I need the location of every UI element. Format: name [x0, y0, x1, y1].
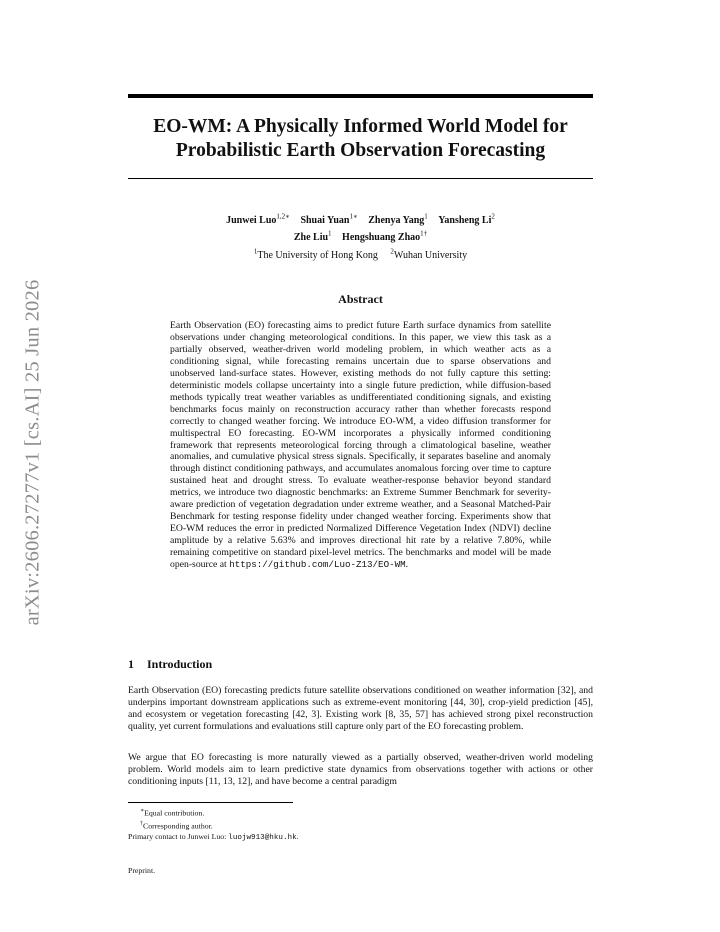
footnote-rule [128, 802, 293, 803]
title-line-2: Probabilistic Earth Observation Forecasting [175, 140, 546, 161]
affiliation: $^2$Wuhan University [390, 248, 468, 262]
author-list [128, 211, 593, 244]
footnote-equal-contribution: ∗Equal contribution. [140, 808, 205, 818]
abstract-heading: Abstract [338, 292, 383, 306]
preprint-label: Preprint. [128, 866, 156, 875]
intro-paragraph-2: We argue that EO forecasting is more naturally viewed as a partially observed, weather-driven world modeling problem. World models aim to learn predictive state dynamics from observations together with actions or other conditioning inputs [11, 13, 12], and have become a central paradigm [128, 752, 593, 787]
section-title: Introduction [147, 657, 213, 671]
section-number: 1 [128, 657, 134, 671]
abstract-body: Earth Observation (EO) forecasting aims to predict future Earth surface dynamics from satellite observations under changing meteorological conditions. In this paper, we view this task as a partially observed, weather-driven world modeling problem, in which weather acts as a conditioning signal, while forecasting remains uncertain due to sparse observations and unobserved land-surface states. However, existing methods do not fully capture this setting: deterministic models collapse uncertainty into a single future prediction, while diffusion-based methods typically treat weather variables as undifferentiated conditioning signals, and existing benchmarks focus mainly on reconstruction accuracy rather than whether forecasts respond correctly to changed weather forcing. We introduce EO-WM, a video diffusion transformer for multispectral EO forecasting. EO-WM incorporates a physically informed conditioning framework that represents meteorological forcing through a climatological baseline, weather anomalies, and cumulative physical stress signals. Specifically, it separates baseline and anomaly through distinct conditioning pathways, and accumulates anomalous forcing over time to capture sustained heat and drought stress. To evaluate weather-response behavior beyond standard metrics, we introduce two diagnostic benchmarks: an Extreme Summer Benchmark for severity-aware prediction of vegetation degradation under extreme weather, and a Seasonal Matched-Pair Benchmark for testing response fidelity under changed weather forcing. Experiments show that EO-WM reduces the error in predicted Normalized Difference Vegetation Index (NDVI) decline amplitude by a relative 5.63% and improves directional hit rate by a relative 7.80%, while remaining competitive on standard pixel-level metrics. The benchmarks and model will be made open-source at https://github.com/Luo-Z13/EO-WM. [170, 320, 551, 571]
section-heading-introduction [128, 657, 593, 672]
abstract-text: Earth Observation (EO) forecasting aims to predict future Earth surface dynamics from satellite observations under changing meteorological conditions. In this paper, we view this task as a partially observed, weather-driven world modeling problem, in which weather acts as a conditioning signal, while forecasting remains uncertain due to sparse observations and unobserved land-surface states. However, existing methods do not fully capture this setting: deterministic models collapse uncertainty into a single future prediction, while diffusion-based methods typically treat weather variables as undifferentiated conditioning signals, and existing benchmarks focus mainly on reconstruction accuracy rather than whether forecasts respond correctly to changed weather forcing. We introduce EO-WM, a video diffusion transformer for multispectral EO forecasting. EO-WM incorporates a physically informed conditioning framework that represents meteorological forcing through a climatological baseline, weather anomalies, and cumulative physical stress signals. Specifically, it separates baseline and anomaly through distinct conditioning pathways, and accumulates anomalous forcing over time to capture sustained heat and drought stress. To evaluate weather-response behavior beyond standard metrics, we introduce two diagnostic benchmarks: an Extreme Summer Benchmark for severity-aware prediction of vegetation degradation under extreme weather, and a Seasonal Matched-Pair Benchmark for testing response fidelity under changed weather forcing. Experiments show that EO-WM reduces the error in predicted Normalized Difference Vegetation Index (NDVI) decline amplitude by a relative 5.63% and improves directional hit rate by a relative 7.80%, while remaining competitive on standard pixel-level metrics. The benchmarks and model will be made open-source at [170, 320, 551, 571]
intro-paragraph-1: Earth Observation (EO) forecasting predicts future satellite observations conditioned on weather information [32], and underpins important downstream applications such as extreme-event monitoring [44, 30], crop-yield prediction [45], and ecosystem or vegetation forecasting [42, 3]. Existing work [8, 35, 57] has achieved strong pixel reconstruction quality, yet current formulations and evaluations still capture only part of the EO forecasting problem. [128, 685, 593, 732]
author: Yansheng Li$^2$ [438, 213, 495, 227]
arxiv-sidebar [18, 262, 48, 642]
title-line-1: EO-WM: A Physically Informed World Model for [153, 116, 568, 137]
affiliation-list [128, 246, 593, 262]
title-top-rule [128, 94, 593, 98]
paper-title [128, 115, 593, 163]
author-line-2 [128, 227, 593, 243]
arxiv-identifier: arXiv:2606.27277v1 [cs.AI] 25 Jun 2026 [21, 279, 44, 625]
affiliation: $^1$The University of Hong Kong [253, 248, 378, 262]
footnotes [128, 806, 593, 843]
author: Junwei Luo$^{1,2∗}$ [226, 213, 290, 227]
author: Zhe Liu$^1$ [293, 229, 332, 243]
title-bottom-rule [128, 178, 593, 179]
contact-email-link[interactable]: luojw913@hku.hk [228, 833, 297, 842]
author: Shuai Yuan$^{1∗}$ [300, 213, 358, 227]
author: Hengshuang Zhao$^{1\dagger}$ [342, 229, 428, 243]
author-line-1 [128, 211, 593, 227]
repository-link[interactable]: https://github.com/Luo-Z13/EO-WM [229, 559, 406, 571]
footnote-contact: Primary contact to Junwei Luo: luojw913@hku.hk. [128, 831, 299, 842]
footnote-corresponding-author: †Corresponding author. [140, 820, 213, 831]
author: Zhenya Yang$^1$ [368, 213, 428, 227]
